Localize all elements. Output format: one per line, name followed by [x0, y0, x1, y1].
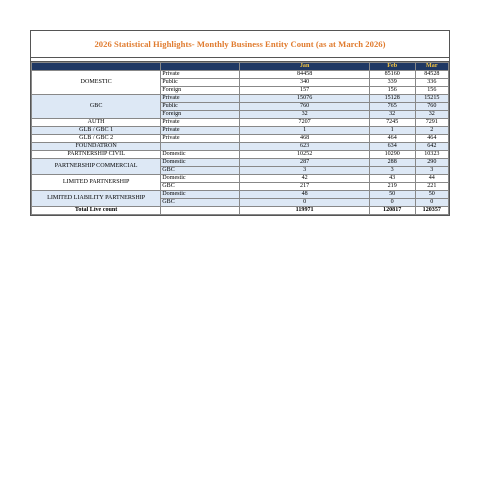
count-cell-jan: 84458	[240, 71, 369, 79]
count-cell-feb: 765	[369, 103, 415, 111]
statistics-sheet	[30, 30, 450, 216]
category-cell: LIMITED LIABILITY PARTNERSHIP	[32, 191, 161, 207]
type-cell: Foreign	[161, 87, 240, 95]
title-row	[31, 31, 449, 58]
category-cell: FOUNDATRON	[32, 143, 161, 151]
count-cell-jan: 157	[240, 87, 369, 95]
total-label: Total Live count	[32, 207, 161, 215]
count-cell-mar: 7291	[415, 119, 448, 127]
count-cell-feb: 43	[369, 175, 415, 183]
type-cell: Private	[161, 135, 240, 143]
total-value-feb: 120817	[369, 207, 415, 215]
category-cell: GBC	[32, 95, 161, 119]
type-cell: GBC	[161, 167, 240, 175]
count-cell-feb: 7245	[369, 119, 415, 127]
type-cell: Private	[161, 119, 240, 127]
count-cell-jan: 468	[240, 135, 369, 143]
category-cell: AUTH	[32, 119, 161, 127]
count-cell-mar: 10323	[415, 151, 448, 159]
count-cell-mar: 0	[415, 199, 448, 207]
type-cell: Private	[161, 127, 240, 135]
table-row	[32, 159, 449, 167]
table-row	[32, 175, 449, 183]
table-row	[32, 135, 449, 143]
count-cell-jan: 1	[240, 127, 369, 135]
count-cell-feb: 10290	[369, 151, 415, 159]
category-cell: GLB / GBC 2	[32, 135, 161, 143]
count-cell-mar: 156	[415, 87, 448, 95]
count-cell-jan: 0	[240, 199, 369, 207]
type-cell: Public	[161, 103, 240, 111]
count-cell-jan: 48	[240, 191, 369, 199]
total-value-mar: 120357	[415, 207, 448, 215]
count-cell-feb: 3	[369, 167, 415, 175]
header-row	[32, 63, 449, 71]
count-cell-mar: 84528	[415, 71, 448, 79]
type-cell: Domestic	[161, 175, 240, 183]
category-cell: LIMITED PARTNERSHIP	[32, 175, 161, 191]
count-cell-jan: 7207	[240, 119, 369, 127]
count-cell-mar: 3	[415, 167, 448, 175]
count-cell-feb: 50	[369, 191, 415, 199]
count-cell-feb: 85160	[369, 71, 415, 79]
total-blank-cell	[161, 207, 240, 215]
table-row	[32, 127, 449, 135]
page-title: 2026 Statistical Highlights- Monthly Business Entity Count (as at March 2026)	[94, 39, 386, 49]
count-cell-mar: 221	[415, 183, 448, 191]
count-cell-jan: 217	[240, 183, 369, 191]
count-cell-feb: 634	[369, 143, 415, 151]
header-month-feb: Feb	[369, 63, 415, 71]
type-cell: GBC	[161, 199, 240, 207]
count-cell-jan: 10252	[240, 151, 369, 159]
count-cell-feb: 288	[369, 159, 415, 167]
type-cell: Public	[161, 79, 240, 87]
count-cell-jan: 287	[240, 159, 369, 167]
type-cell: Domestic	[161, 159, 240, 167]
count-cell-mar: 464	[415, 135, 448, 143]
table-row	[32, 191, 449, 199]
category-cell: PARTNERSHIP COMMERCIAL	[32, 159, 161, 175]
count-cell-jan: 42	[240, 175, 369, 183]
count-cell-feb: 32	[369, 111, 415, 119]
count-cell-jan: 623	[240, 143, 369, 151]
count-cell-mar: 32	[415, 111, 448, 119]
total-value-jan: 119971	[240, 207, 369, 215]
category-cell: GLB / GBC 1	[32, 127, 161, 135]
count-cell-mar: 44	[415, 175, 448, 183]
count-cell-feb: 156	[369, 87, 415, 95]
header-blank-category	[32, 63, 161, 71]
count-cell-mar: 336	[415, 79, 448, 87]
count-cell-mar: 50	[415, 191, 448, 199]
count-cell-jan: 32	[240, 111, 369, 119]
count-cell-jan: 3	[240, 167, 369, 175]
count-cell-mar: 290	[415, 159, 448, 167]
count-cell-feb: 219	[369, 183, 415, 191]
count-cell-mar: 642	[415, 143, 448, 151]
count-cell-mar: 15215	[415, 95, 448, 103]
count-cell-mar: 760	[415, 103, 448, 111]
count-cell-feb: 339	[369, 79, 415, 87]
header-month-jan: Jan	[240, 63, 369, 71]
type-cell: Domestic	[161, 191, 240, 199]
table-row	[32, 119, 449, 127]
entity-count-table	[31, 62, 449, 215]
table-row	[32, 143, 449, 151]
type-cell: Private	[161, 71, 240, 79]
type-cell: GBC	[161, 183, 240, 191]
category-cell: DOMESTIC	[32, 71, 161, 95]
count-cell-jan: 760	[240, 103, 369, 111]
type-cell: Foreign	[161, 111, 240, 119]
type-cell: Private	[161, 95, 240, 103]
table-row	[32, 71, 449, 79]
count-cell-jan: 15076	[240, 95, 369, 103]
count-cell-feb: 0	[369, 199, 415, 207]
count-cell-feb: 15128	[369, 95, 415, 103]
type-cell	[161, 143, 240, 151]
count-cell-feb: 1	[369, 127, 415, 135]
header-blank-type	[161, 63, 240, 71]
count-cell-feb: 464	[369, 135, 415, 143]
count-cell-jan: 340	[240, 79, 369, 87]
header-month-mar: Mar	[415, 63, 448, 71]
total-row	[32, 207, 449, 215]
count-cell-mar: 2	[415, 127, 448, 135]
category-cell: PARTNERSHIP CIVIL	[32, 151, 161, 159]
table-row	[32, 95, 449, 103]
type-cell: Domestic	[161, 151, 240, 159]
table-row	[32, 151, 449, 159]
